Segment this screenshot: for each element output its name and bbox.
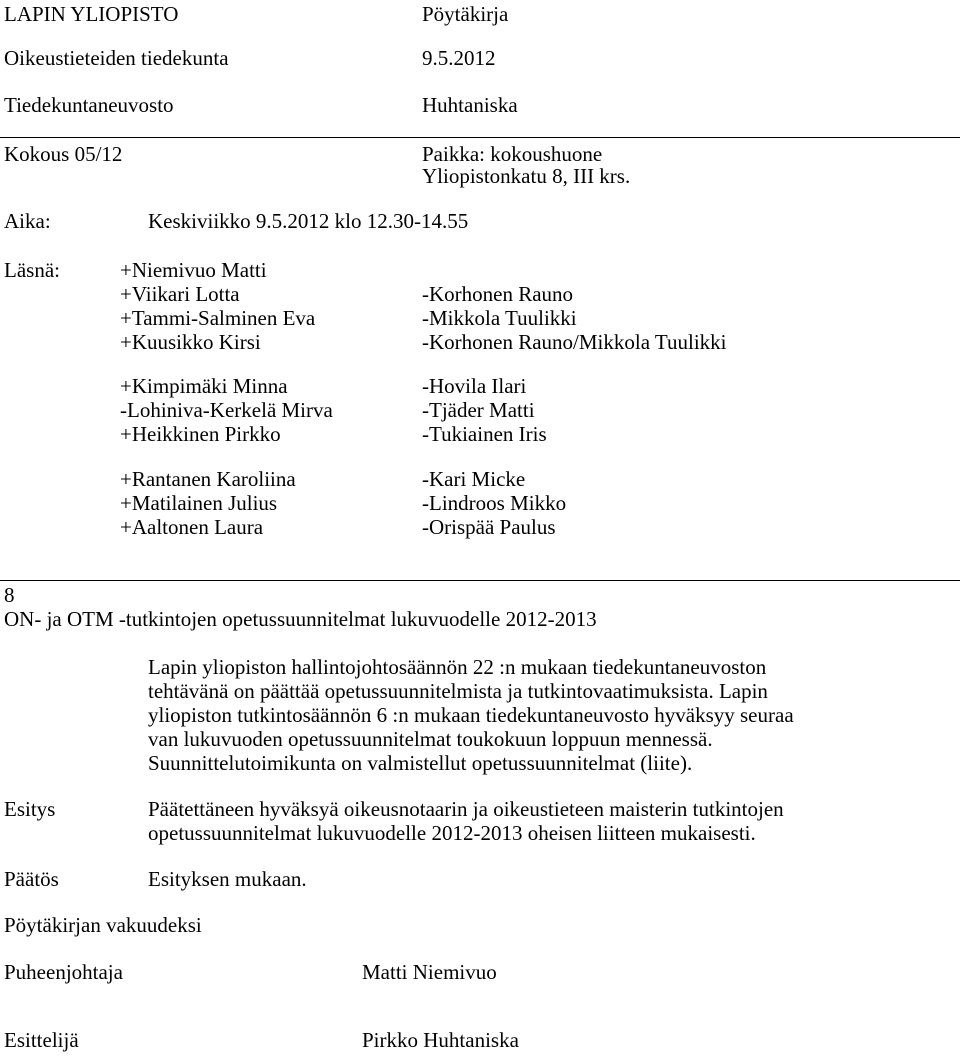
chair-label: Puheenjohtaja <box>4 960 123 984</box>
time-value: Keskiviikko 9.5.2012 klo 12.30-14.55 <box>148 209 469 233</box>
attendee: +Aaltonen Laura <box>120 515 264 539</box>
proposal-line: opetussuunnitelmat lukuvuodelle 2012-2013 oheisen liitteen mukaisesti. <box>148 821 756 845</box>
minutes-keeper: Huhtaniska <box>422 93 518 117</box>
meeting-number: Kokous 05/12 <box>4 142 123 166</box>
presenter-name: Pirkko Huhtaniska <box>362 1028 519 1052</box>
attendance-label: Läsnä: <box>4 258 60 282</box>
item-number: 8 <box>4 583 15 607</box>
meeting-place-line2: Yliopistonkatu 8, III krs. <box>422 164 631 188</box>
attendee: +Niemivuo Matti <box>120 258 267 282</box>
attendee: +Rantanen Karoliina <box>120 467 296 491</box>
body-line: Lapin yliopiston hallintojohtosäännön 22 :n mukaan tiedekuntaneuvoston <box>148 655 767 679</box>
attendee: +Tammi-Salminen Eva <box>120 306 316 330</box>
attendee: -Lohiniva-Kerkelä Mirva <box>120 398 333 422</box>
absentee: -Korhonen Rauno/Mikkola Tuulikki <box>422 330 727 354</box>
proposal-text <box>148 797 784 845</box>
absentee: -Lindroos Mikko <box>422 491 567 515</box>
absentee: -Mikkola Tuulikki <box>422 306 577 330</box>
body-line: van lukuvuoden opetussuunnitelmat toukokuun loppuun mennessä. <box>148 727 713 751</box>
university-name: LAPIN YLIOPISTO <box>4 2 179 26</box>
meeting-place-line1: Paikka: kokoushuone <box>422 142 603 166</box>
absentee: -Tjäder Matti <box>422 398 535 422</box>
body-line: tehtävänä on päättää opetussuunnitelmista ja tutkintovaatimuksista. Lapin <box>148 679 768 703</box>
attendee: +Heikkinen Pirkko <box>120 422 281 446</box>
presenter-label: Esittelijä <box>4 1028 79 1052</box>
absentee: -Hovila Ilari <box>422 374 527 398</box>
absentee: -Korhonen Rauno <box>422 282 574 306</box>
attendee: +Kuusikko Kirsi <box>120 330 261 354</box>
decision-label: Päätös <box>4 867 59 891</box>
chair-name: Matti Niemivuo <box>362 960 497 984</box>
document-type: Pöytäkirja <box>422 2 509 26</box>
attendee: +Viikari Lotta <box>120 282 240 306</box>
decision-text: Esityksen mukaan. <box>148 867 307 891</box>
faculty-name: Oikeustieteiden tiedekunta <box>4 46 229 70</box>
time-label: Aika: <box>4 209 51 233</box>
meeting-date: 9.5.2012 <box>422 46 496 70</box>
council-name: Tiedekuntaneuvosto <box>4 93 174 117</box>
item-divider <box>0 580 960 581</box>
body-line: Suunnittelutoimikunta on valmistellut opetussuunnitelmat (liite). <box>148 751 693 775</box>
attendee: +Kimpimäki Minna <box>120 374 288 398</box>
attendance-group1-left <box>120 258 315 354</box>
signatures-heading: Pöytäkirjan vakuudeksi <box>4 913 202 937</box>
absentee: -Orispää Paulus <box>422 515 556 539</box>
proposal-line: Päätettäneen hyväksyä oikeusnotaarin ja oikeustieteen maisterin tutkintojen <box>148 797 784 821</box>
absentee: -Tukiainen Iris <box>422 422 547 446</box>
proposal-label: Esitys <box>4 797 56 821</box>
attendee: +Matilainen Julius <box>120 491 278 515</box>
attendance-group3-right <box>422 467 566 539</box>
item-body <box>148 655 794 775</box>
attendance-group2-right <box>422 374 547 446</box>
header-divider <box>0 137 960 138</box>
attendance-group2-left <box>120 374 333 446</box>
attendance-group1-right <box>422 282 727 354</box>
item-title: ON- ja OTM -tutkintojen opetussuunnitelmat lukuvuodelle 2012-2013 <box>4 607 597 631</box>
absentee: -Kari Micke <box>422 467 526 491</box>
body-line: yliopiston tutkintosäännön 6 :n mukaan tiedekuntaneuvosto hyväksyy seuraa <box>148 703 794 727</box>
attendance-group3-left <box>120 467 296 539</box>
